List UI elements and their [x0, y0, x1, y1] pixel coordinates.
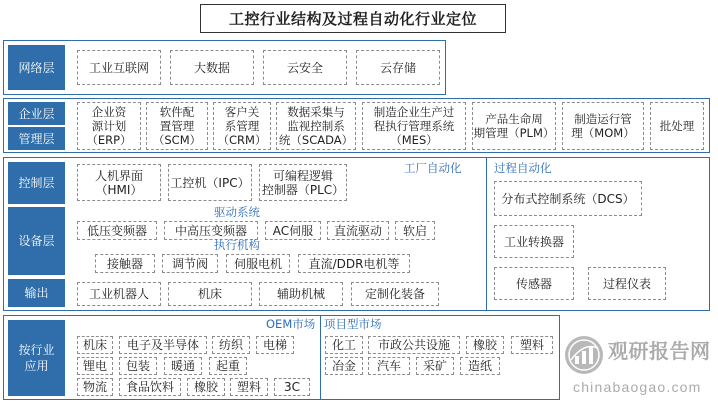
item-text-line: 置管理 [159, 119, 195, 133]
item-text-line: 可编程逻辑 [272, 168, 333, 183]
project-item-papermaking: 造纸 [460, 357, 500, 375]
project-item-plastics: 塑料 [511, 336, 553, 354]
item-text-line: 批处理 [659, 119, 695, 133]
item-cloud-storage: 云存储 [356, 50, 440, 85]
item-text-line: 监视控制系 [287, 119, 345, 133]
item-text-line: 产品生命周 [485, 112, 543, 126]
item-text-line: 程执行管理系统 [373, 119, 455, 133]
item-text-line: 制造企业生产过 [373, 105, 455, 119]
item-custom-equipment: 定制化装备 [351, 282, 439, 306]
item-plc [259, 164, 347, 201]
item-text-line: （CRM） [217, 133, 267, 147]
item-text-line: 人机界面 [94, 168, 143, 183]
oem-item-machine-tool: 机床 [77, 336, 113, 354]
actuator-tag: 执行机构 [214, 238, 260, 252]
item-industrial-robot: 工业机器人 [77, 282, 161, 306]
item-big-data: 大数据 [170, 50, 254, 85]
enterprise-layer-label: 企业层 [8, 102, 65, 125]
oem-item-lithium-battery: 锂电 [77, 357, 113, 375]
device-layer-label: 设备层 [8, 207, 65, 275]
item-text-line: （SCM） [152, 133, 202, 147]
process-automation-tag: 过程自动化 [494, 161, 552, 175]
item-mes [362, 102, 466, 150]
item-text-line: 软件配 [159, 105, 195, 119]
item-crm [213, 102, 271, 150]
item-dc-drive: 直流驱动 [327, 221, 389, 240]
item-mid-high-voltage-inverter: 中高压变频器 [164, 221, 258, 240]
oem-item-3c: 3C [274, 378, 310, 396]
watermark-site: chinabaogao.com [573, 379, 702, 395]
item-text-line: 控制器（PLC） [261, 182, 345, 197]
item-scada [276, 102, 356, 150]
item-text-line: 源计划 [91, 119, 127, 133]
project-item-mining: 采矿 [416, 357, 454, 375]
project-item-metallurgy: 冶金 [325, 357, 363, 375]
item-text-line: 系管理 [224, 119, 260, 133]
item-ipc [168, 164, 252, 201]
item-text-line: 企业资 [91, 105, 127, 119]
oem-item-elevator: 电梯 [256, 336, 294, 354]
item-text-line: 工控机（IPC） [170, 175, 250, 190]
item-industrial-converter: 工业转换器 [494, 225, 574, 258]
label-text-line: 按行业 [18, 343, 55, 357]
oem-item-food-beverage: 食品饮料 [119, 378, 181, 396]
oem-market-tag: OEM市场 [266, 317, 316, 331]
globe-chart-logo-icon [563, 334, 605, 376]
network-layer-label: 网络层 [8, 45, 65, 90]
industry-application-label [8, 320, 65, 396]
item-servo-motor: 伺服电机 [226, 254, 290, 273]
control-layer-label: 控制层 [8, 162, 65, 204]
item-soft-starter: 软启 [395, 221, 435, 240]
item-text-line: 数据采集与 [287, 105, 345, 119]
item-control-valve: 调节阀 [162, 254, 218, 273]
item-erp [77, 102, 141, 150]
oem-item-lifting: 起重 [209, 357, 247, 375]
management-layer-label: 管理层 [8, 127, 65, 150]
output-label: 输出 [8, 279, 65, 307]
oem-item-electronics-semiconductor: 电子及半导体 [119, 336, 207, 354]
item-plm [472, 102, 556, 150]
oem-item-plastics: 塑料 [230, 378, 268, 396]
item-ac-servo: AC伺服 [265, 221, 321, 240]
item-text-line: 统（SCADA） [278, 133, 354, 147]
oem-item-rubber: 橡胶 [187, 378, 225, 396]
item-text-line: 期管理（PLM） [473, 126, 555, 140]
oem-item-textile: 纺织 [212, 336, 250, 354]
project-market-tag: 项目型市场 [324, 317, 382, 331]
item-batch-processing [650, 102, 704, 150]
automation-divider [486, 157, 487, 311]
item-machine-tool: 机床 [168, 282, 252, 306]
item-text-line: （ERP） [86, 133, 132, 147]
item-text-line: 制造运行管 [574, 112, 632, 126]
item-industrial-internet: 工业互联网 [77, 50, 161, 85]
item-hmi [77, 164, 161, 201]
item-mom [562, 102, 644, 150]
oem-item-packaging: 包装 [119, 357, 157, 375]
project-item-chemical: 化工 [325, 336, 363, 354]
project-item-automotive: 汽车 [368, 357, 410, 375]
item-text-line: 理（MOM） [571, 126, 635, 140]
watermark-brand: 观研报告网 [608, 339, 711, 363]
item-contactor: 接触器 [95, 254, 155, 273]
item-sensor: 传感器 [494, 267, 574, 300]
oem-item-logistics: 物流 [77, 378, 113, 396]
project-item-municipal-utilities: 市政公共设施 [368, 336, 460, 354]
oem-item-hvac: 暖通 [164, 357, 202, 375]
drive-system-tag: 驱动系统 [214, 205, 260, 219]
item-process-instrument: 过程仪表 [588, 267, 666, 300]
item-scm [146, 102, 208, 150]
item-dcs: 分布式控制系统（DCS） [494, 181, 642, 216]
label-text-line: 应用 [24, 359, 49, 373]
item-text-line: （HMI） [95, 182, 143, 197]
item-text-line: 客户关 [224, 105, 260, 119]
item-cloud-security: 云安全 [263, 50, 347, 85]
item-auxiliary-machinery: 辅助机械 [259, 282, 343, 306]
item-dc-ddr-motor: 直流/DDR电机等 [298, 254, 410, 273]
factory-automation-tag: 工厂自动化 [404, 161, 462, 175]
market-divider [320, 315, 321, 400]
item-low-voltage-inverter: 低压变频器 [77, 221, 157, 240]
project-item-rubber: 橡胶 [466, 336, 504, 354]
page-title: 工控行业结构及过程自动化行业定位 [200, 4, 506, 33]
item-text-line: （MES） [390, 133, 438, 147]
